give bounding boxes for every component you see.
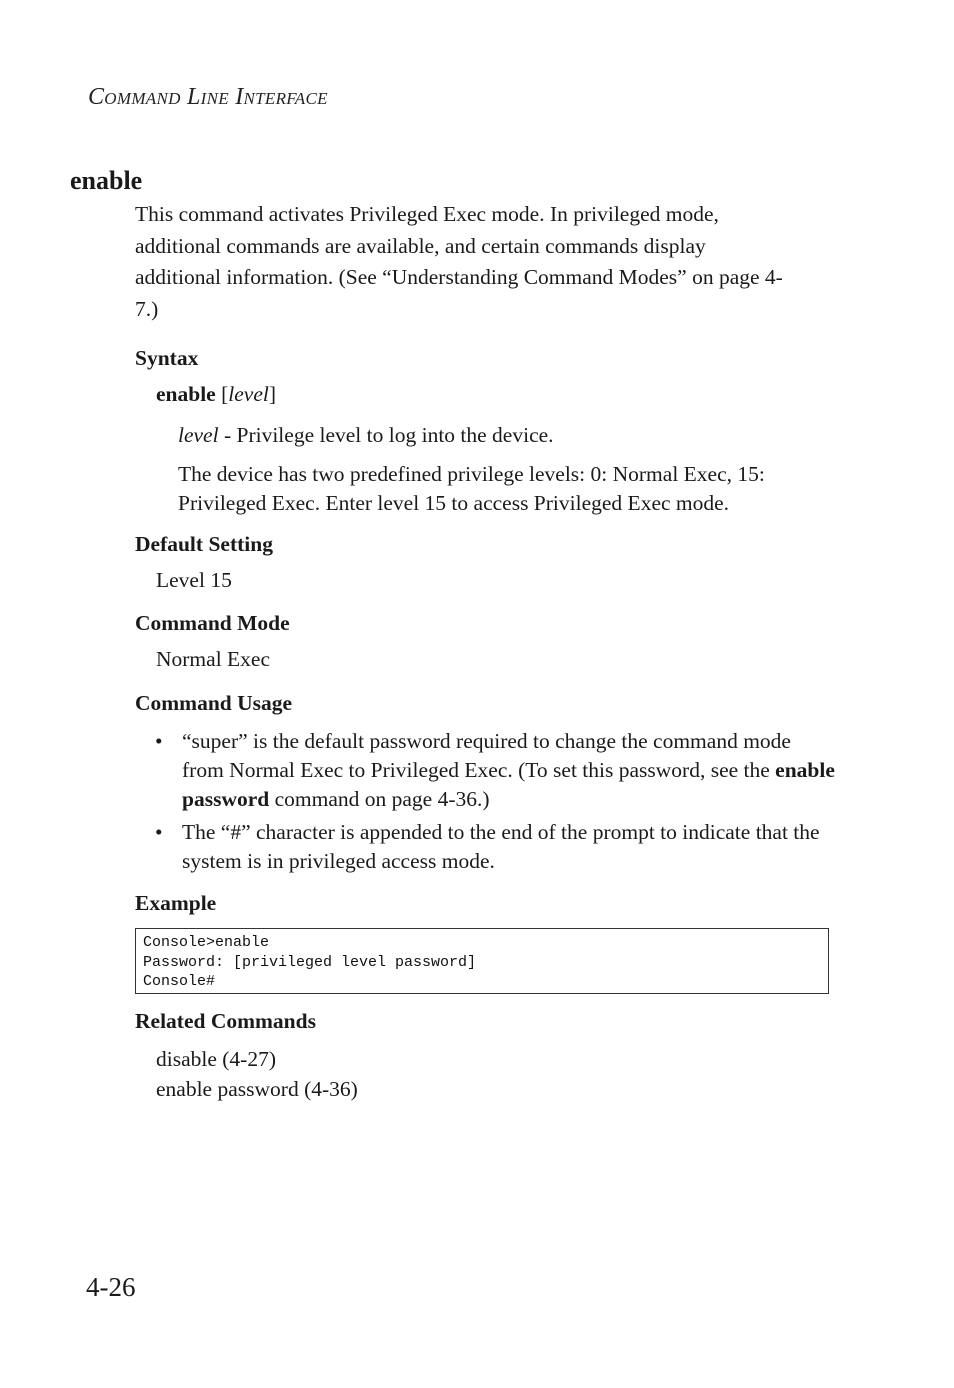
param-note: The device has two predefined privilege levels: 0: Normal Exec, 15: Privileged Exec. Enter level 15 to access Privileged Exec mode. [178, 462, 765, 515]
command-usage-heading: Command Usage [135, 691, 293, 715]
param-desc: - Privilege level to log into the device. [218, 423, 554, 447]
usage-item1-text: “super” is the default password required to change the command mode from Normal Exec to Privileged Exec. (To set this password, see the [182, 729, 791, 782]
syntax-heading: Syntax [135, 346, 199, 370]
usage-item1-after: command on page 4-36.) [269, 787, 490, 811]
intro-paragraph: This command activates Privileged Exec mode. In privileged mode, additional commands are available, and certain commands display additional information. (See “Understanding Command Modes” on page 4-7.) [135, 202, 783, 321]
bullet-glyph: • [155, 729, 163, 753]
command-usage-list [155, 727, 835, 880]
command-mode-heading: Command Mode [135, 611, 290, 635]
param-description [178, 423, 554, 448]
list-item [155, 818, 835, 876]
usage-item1-bold: enable password [182, 758, 835, 811]
related-commands-heading: Related Commands [135, 1009, 316, 1033]
code-line: Password: [privileged level password] [143, 953, 477, 971]
list-item [155, 727, 835, 814]
default-setting-value: Level 15 [156, 568, 232, 592]
related-command-enable-password: enable password (4-36) [156, 1076, 358, 1101]
bullet-glyph: • [155, 820, 163, 844]
param-name: level [178, 423, 219, 447]
syntax-command: enable [156, 382, 216, 406]
default-setting-heading: Default Setting [135, 532, 273, 556]
syntax-param: level [228, 382, 269, 406]
example-code-box [135, 928, 829, 994]
example-heading: Example [135, 891, 217, 915]
page-number: 4-26 [86, 1272, 136, 1302]
syntax-line [156, 382, 276, 407]
related-command-disable: disable (4-27) [156, 1047, 277, 1071]
code-line: Console# [143, 973, 216, 990]
usage-item2-text: The “#” character is appended to the end of the prompt to indicate that the system is in privileged access mode. [182, 820, 820, 873]
syntax-close-bracket: ] [268, 382, 277, 406]
running-head: Command Line Interface [88, 84, 328, 110]
command-mode-value: Normal Exec [156, 647, 271, 671]
command-title: enable [70, 166, 143, 195]
related-commands-list [156, 1045, 358, 1104]
code-line: Console>enable [143, 934, 270, 951]
syntax-open-bracket: [ [215, 382, 229, 406]
